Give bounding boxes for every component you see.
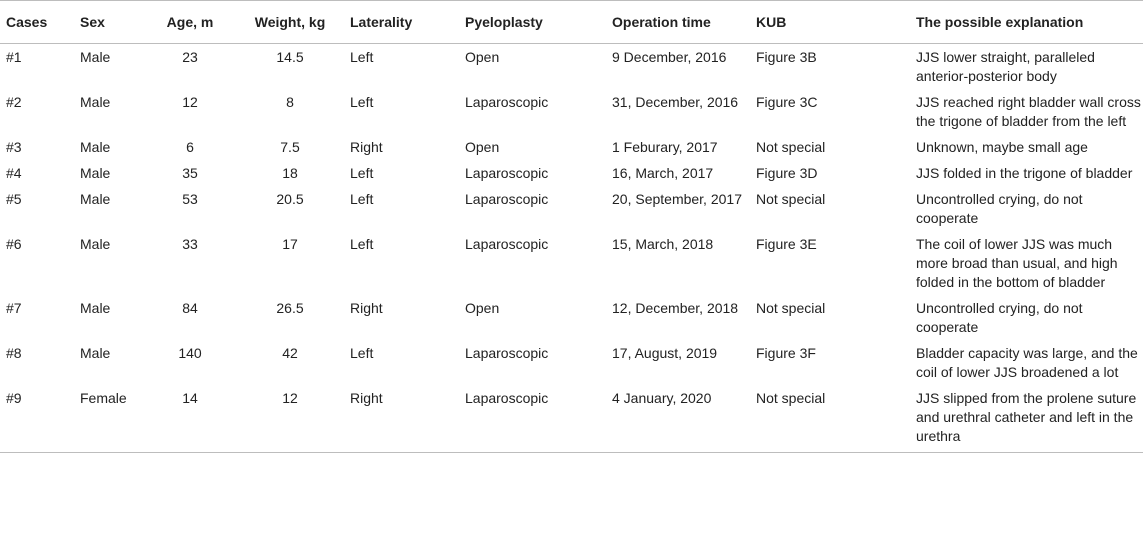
col-laterality-cell: Right [350, 385, 465, 453]
col-laterality-cell: Left [350, 49, 374, 65]
col-cases-cell: #4 [6, 165, 22, 181]
col-laterality-cell: Right [350, 300, 383, 316]
col-pyeloplasty-cell: Laparoscopic [465, 385, 612, 453]
col-cases-header: Cases [0, 1, 80, 44]
col-sex-cell: Male [80, 49, 111, 65]
col-laterality-cell: Left [350, 236, 374, 252]
col-sex-cell: Male [80, 94, 111, 110]
col-laterality-cell: Left [350, 94, 374, 110]
col-pyeloplasty-cell: Laparoscopic [465, 191, 549, 207]
col-operation-time-cell: 1 Feburary, 2017 [612, 139, 718, 155]
col-age-header: Age, m [150, 1, 230, 44]
col-pyeloplasty-cell: Open [465, 300, 500, 316]
col-explanation-cell: JJS slipped from the prolene suture and urethral catheter and left in the urethra [916, 385, 1143, 453]
col-sex-cell: Male [80, 139, 111, 155]
col-kub-header: KUB [756, 1, 916, 44]
col-explanation-cell: Bladder capacity was large, and the coil of lower JJS broadened a lot [916, 345, 1138, 380]
col-explanation-cell: Uncontrolled crying, do not cooperate [916, 191, 1083, 226]
col-age-cell: 84 [182, 300, 198, 316]
col-operation-time-cell: 9 December, 2016 [612, 49, 727, 65]
col-operation-time-cell: 15, March, 2018 [612, 236, 714, 252]
col-cases-cell: #3 [6, 139, 22, 155]
col-kub-cell: Not special [756, 385, 916, 453]
col-explanation-header: The possible explanation [916, 1, 1143, 44]
col-laterality-cell: Left [350, 165, 374, 181]
col-age-cell: 14 [150, 385, 230, 453]
col-operation-time-header: Operation time [612, 1, 756, 44]
col-cases-cell: #5 [6, 191, 22, 207]
col-kub-cell: Figure 3E [756, 236, 817, 252]
col-kub-cell: Figure 3D [756, 165, 818, 181]
table-row [0, 231, 1143, 295]
col-operation-time-cell: 31, December, 2016 [612, 94, 739, 110]
table-row [0, 385, 1143, 453]
col-pyeloplasty-cell: Laparoscopic [465, 236, 549, 252]
col-age-cell: 33 [182, 236, 198, 252]
table-row [0, 134, 1143, 160]
col-pyeloplasty-cell: Laparoscopic [465, 165, 549, 181]
col-sex-cell: Male [80, 191, 111, 207]
col-laterality-cell: Right [350, 139, 383, 155]
col-explanation-cell: JJS lower straight, paralleled anterior-posterior body [916, 49, 1095, 84]
col-kub-cell: Figure 3C [756, 94, 818, 110]
col-laterality-header: Laterality [350, 1, 465, 44]
table-row [0, 295, 1143, 340]
col-laterality-cell: Left [350, 345, 374, 361]
col-kub-cell: Not special [756, 139, 826, 155]
col-weight-cell: 12 [230, 385, 350, 453]
col-cases-cell: #9 [0, 385, 80, 453]
col-pyeloplasty-cell: Laparoscopic [465, 94, 549, 110]
col-weight-cell: 17 [282, 236, 298, 252]
col-pyeloplasty-header: Pyeloplasty [465, 1, 612, 44]
col-kub-cell: Not special [756, 300, 826, 316]
col-kub-cell: Figure 3F [756, 345, 816, 361]
col-sex-cell: Male [80, 345, 111, 361]
col-weight-header: Weight, kg [230, 1, 350, 44]
col-operation-time-cell: 12, December, 2018 [612, 300, 739, 316]
col-sex-cell: Female [80, 385, 150, 453]
col-weight-cell: 42 [282, 345, 298, 361]
col-sex-cell: Male [80, 236, 111, 252]
col-cases-cell: #2 [6, 94, 22, 110]
col-explanation-cell: Unknown, maybe small age [916, 139, 1088, 155]
col-pyeloplasty-cell: Open [465, 49, 500, 65]
col-weight-cell: 20.5 [276, 191, 304, 207]
col-weight-cell: 14.5 [276, 49, 304, 65]
col-laterality-cell: Left [350, 191, 374, 207]
col-weight-cell: 8 [286, 94, 294, 110]
col-weight-cell: 26.5 [276, 300, 304, 316]
col-kub-cell: Figure 3B [756, 49, 817, 65]
header-row [0, 1, 1143, 44]
col-weight-cell: 7.5 [280, 139, 300, 155]
col-cases-cell: #7 [6, 300, 22, 316]
col-operation-time-cell: 20, September, 2017 [612, 191, 742, 207]
col-age-cell: 140 [178, 345, 202, 361]
col-age-cell: 12 [182, 94, 198, 110]
table-header [0, 1, 1143, 44]
col-sex-header: Sex [80, 1, 150, 44]
col-operation-time-cell: 17, August, 2019 [612, 345, 718, 361]
col-cases-cell: #1 [6, 49, 22, 65]
col-age-cell: 23 [182, 49, 198, 65]
col-cases-cell: #8 [6, 345, 22, 361]
table-row [0, 44, 1143, 90]
col-sex-cell: Male [80, 165, 111, 181]
col-explanation-cell: JJS reached right bladder wall cross the trigone of bladder from the left [916, 94, 1141, 129]
col-age-cell: 53 [182, 191, 198, 207]
table-row [0, 340, 1143, 385]
table-row [0, 160, 1143, 186]
table-row [0, 186, 1143, 231]
col-pyeloplasty-cell: Open [465, 139, 500, 155]
table-row [0, 89, 1143, 134]
col-age-cell: 6 [186, 139, 194, 155]
col-pyeloplasty-cell: Laparoscopic [465, 345, 549, 361]
col-explanation-cell: Uncontrolled crying, do not cooperate [916, 300, 1083, 335]
table-body [0, 44, 1143, 453]
col-operation-time-cell: 16, March, 2017 [612, 165, 714, 181]
col-explanation-cell: The coil of lower JJS was much more broad than usual, and high folded in the bottom of bladder [916, 236, 1118, 290]
col-explanation-cell: JJS folded in the trigone of bladder [916, 165, 1133, 181]
col-weight-cell: 18 [282, 165, 298, 181]
col-sex-cell: Male [80, 300, 111, 316]
col-age-cell: 35 [182, 165, 198, 181]
col-cases-cell: #6 [6, 236, 22, 252]
col-kub-cell: Not special [756, 191, 826, 207]
col-operation-time-cell: 4 January, 2020 [612, 385, 756, 453]
